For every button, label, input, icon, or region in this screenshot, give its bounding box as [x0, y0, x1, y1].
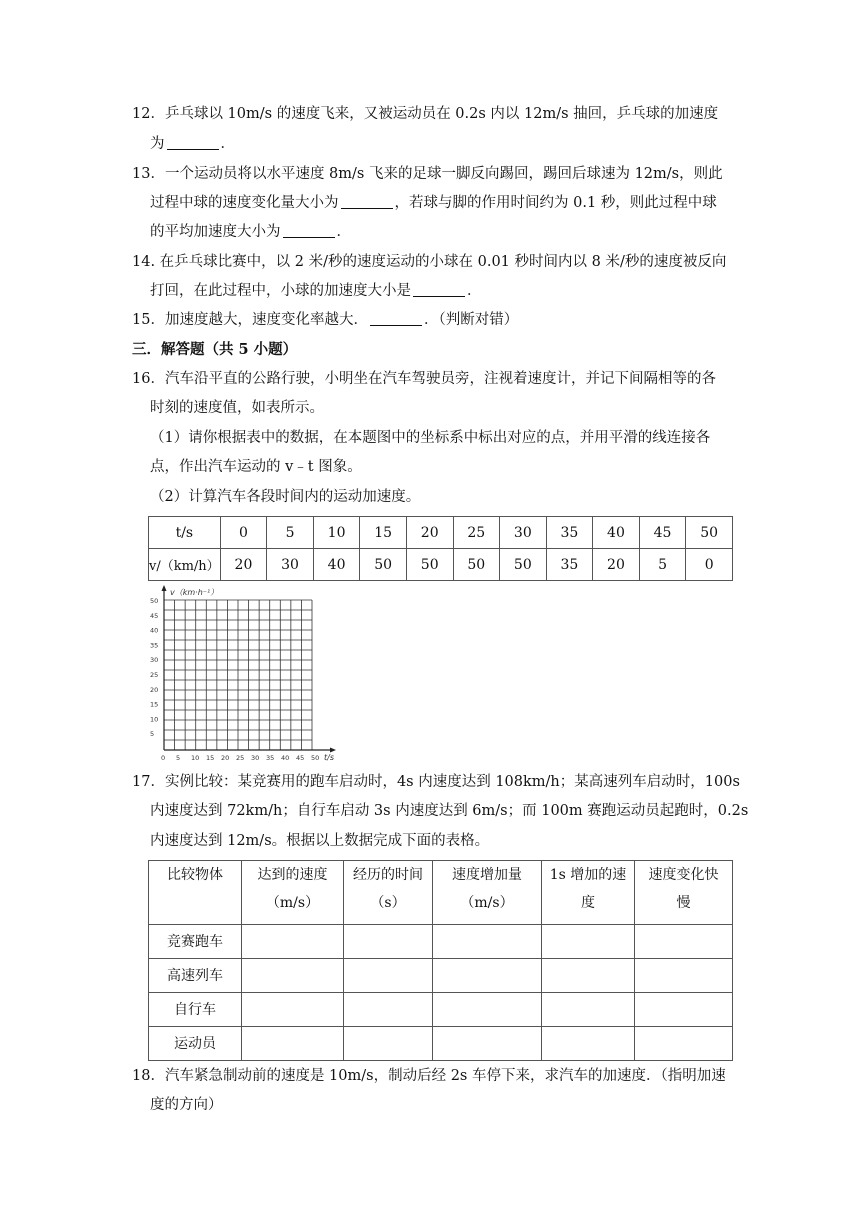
table-cell: 20	[593, 549, 640, 581]
answer-cell[interactable]	[242, 959, 344, 993]
q17-line2: 内速度达到 72km/h；自行车启动 3s 内速度达到 6m/s；而 100m 赛跑运动员起跑时，0.2s	[150, 803, 749, 819]
q16-sub2: （2）计算汽车各段时间内的运动加速度。	[150, 489, 421, 505]
q13-line1: 13．一个运动员将以水平速度 8m/s 飞来的足球一脚反向踢回，踢回后球速为 12m/s，则此	[132, 166, 723, 182]
row-label-cell: 运动员	[149, 1027, 242, 1061]
answer-cell[interactable]	[433, 1027, 542, 1061]
table-cell: 15	[360, 517, 407, 549]
table-row	[149, 549, 733, 581]
answer-cell[interactable]	[344, 959, 433, 993]
answer-cell[interactable]	[433, 993, 542, 1027]
q15-line1: 15．加速度越大，速度变化率越大． ．（判断对错）	[132, 312, 519, 328]
q16-line1: 16．汽车沿平直的公路行驶，小明坐在汽车驾驶员旁，注视着速度计，并记下间隔相等的各	[132, 371, 716, 387]
header-cell: 速度变化快 慢	[635, 861, 733, 925]
y-tick-label: 50	[150, 597, 159, 605]
q17-number: 17．	[132, 774, 165, 790]
x-tick-label: 10	[191, 754, 200, 762]
answer-blank[interactable]	[341, 194, 393, 209]
x-tick-label: 45	[296, 754, 305, 762]
x-tick-label: 0	[161, 754, 166, 762]
answer-blank[interactable]	[413, 282, 465, 297]
table-cell: 0	[686, 549, 733, 581]
table-row	[149, 861, 733, 925]
q18-number: 18．	[132, 1068, 165, 1084]
table-cell: 50	[453, 549, 500, 581]
x-tick-label: 50	[311, 754, 320, 762]
y-tick-label: 40	[150, 626, 159, 635]
y-tick-label: 20	[150, 685, 159, 694]
table-cell: 35	[546, 517, 593, 549]
q17-line1: 17．实例比较：某竞赛用的跑车启动时，4s 内速度达到 108km/h；某高速列车启动时，100s	[132, 774, 740, 790]
q13-line2: 过程中球的速度变化量大小为 ，若球与脚的作用时间约为 0.1 秒，则此过程中球	[150, 195, 717, 211]
graph-x-ticks	[161, 754, 319, 762]
q16-line2: 时刻的速度值，如表所示。	[150, 400, 324, 416]
table-row	[149, 993, 733, 1027]
q14-line2: 打回，在此过程中，小球的加速度大小是 ．	[150, 283, 482, 299]
q12-line1: 12．乒乓球以 10m/s 的速度飞来，又被运动员在 0.2s 内以 12m/s 抽回，乒乓球的加速度	[132, 106, 719, 122]
x-axis-arrow-icon	[330, 748, 336, 753]
answer-cell[interactable]	[242, 1027, 344, 1061]
table-cell: 50	[406, 549, 453, 581]
answer-cell[interactable]	[635, 993, 733, 1027]
table-cell: v/（km/h）	[149, 549, 221, 581]
table-cell: 50	[686, 517, 733, 549]
table-row	[149, 959, 733, 993]
section-heading: 三．解答题（共 5 小题）	[132, 341, 298, 358]
answer-cell[interactable]	[542, 959, 635, 993]
q16-number: 16．	[132, 371, 165, 387]
table-cell: 30	[500, 517, 547, 549]
q17-line3: 内速度达到 12m/s。根据以上数据完成下面的表格。	[150, 833, 490, 849]
table-cell: 10	[313, 517, 360, 549]
header-cell: 比较物体	[149, 861, 242, 925]
row-label-cell: 自行车	[149, 993, 242, 1027]
q15-number: 15．	[132, 312, 165, 328]
table-cell: 40	[593, 517, 640, 549]
graph-y-ticks	[150, 597, 158, 738]
q13-number: 13．	[132, 166, 165, 182]
table-cell: 40	[313, 549, 360, 581]
answer-blank[interactable]	[283, 223, 335, 238]
answer-cell[interactable]	[542, 1027, 635, 1061]
table-cell: 20	[220, 549, 267, 581]
q14-number: 14.	[132, 254, 156, 270]
q16-sub1-line2: 点，作出汽车运动的 v﹣t 图象。	[150, 459, 362, 475]
table-cell: 25	[453, 517, 500, 549]
table-cell: 0	[220, 517, 267, 549]
answer-cell[interactable]	[635, 925, 733, 959]
table-row	[149, 1027, 733, 1061]
table-cell: 45	[639, 517, 686, 549]
x-tick-label: 15	[206, 754, 215, 762]
answer-cell[interactable]	[542, 993, 635, 1027]
table-row	[149, 517, 733, 549]
table-cell: 20	[406, 517, 453, 549]
x-axis-label: t/s	[324, 753, 334, 762]
y-tick-label: 35	[150, 641, 159, 650]
y-tick-label: 30	[150, 656, 159, 665]
table-cell: 35	[546, 549, 593, 581]
comparison-table	[148, 860, 733, 1061]
answer-cell[interactable]	[542, 925, 635, 959]
table-cell: 5	[267, 517, 314, 549]
y-tick-label: 45	[150, 611, 159, 620]
q16-sub1-line1: （1）请你根据表中的数据，在本题图中的坐标系中标出对应的点，并用平滑的线连接各	[150, 430, 711, 446]
row-label-cell: 竞赛跑车	[149, 925, 242, 959]
header-cell: 1s 增加的速 度	[542, 861, 635, 925]
q12-line2: 为 ．	[150, 136, 235, 152]
y-tick-label: 5	[150, 730, 155, 739]
table-cell: 50	[500, 549, 547, 581]
answer-cell[interactable]	[344, 925, 433, 959]
velocity-time-table	[148, 516, 733, 581]
table-cell: 30	[267, 549, 314, 581]
table-row	[149, 925, 733, 959]
row-label-cell: 高速列车	[149, 959, 242, 993]
x-tick-label: 20	[221, 754, 230, 762]
table-cell: t/s	[149, 517, 221, 549]
q14-line1: 14. 在乒乓球比赛中，以 2 米/秒的速度运动的小球在 0.01 秒时间内以 8 米/秒的速度被反向	[132, 254, 727, 270]
header-cell: 经历的时间 （s）	[344, 861, 433, 925]
y-tick-label: 10	[150, 715, 159, 724]
graph-grid-lines	[164, 600, 312, 750]
table-cell: 5	[639, 549, 686, 581]
y-tick-label: 15	[150, 700, 159, 709]
q18-line2: 度的方向）	[150, 1097, 223, 1113]
y-axis-label: v（km·h⁻¹）	[170, 588, 219, 597]
table-cell: 50	[360, 549, 407, 581]
answer-cell[interactable]	[242, 925, 344, 959]
x-tick-label: 35	[266, 754, 275, 762]
q13-line3: 的平均加速度大小为 ．	[150, 224, 351, 240]
x-tick-label: 25	[236, 754, 245, 762]
x-tick-label: 40	[281, 754, 290, 762]
answer-cell[interactable]	[433, 959, 542, 993]
y-tick-label: 25	[150, 671, 159, 679]
vt-graph-grid	[148, 584, 340, 762]
header-cell: 速度增加量 （m/s）	[433, 861, 542, 925]
answer-cell[interactable]	[344, 1027, 433, 1061]
q18-line1: 18．汽车紧急制动前的速度是 10m/s，制动后经 2s 车停下来，求汽车的加速度．（指明加速	[132, 1068, 726, 1084]
answer-blank[interactable]	[167, 135, 219, 150]
answer-cell[interactable]	[635, 959, 733, 993]
answer-blank[interactable]	[370, 311, 422, 326]
x-tick-label: 5	[176, 754, 181, 762]
answer-cell[interactable]	[635, 1027, 733, 1061]
x-tick-label: 30	[251, 754, 260, 762]
answer-cell[interactable]	[433, 925, 542, 959]
header-cell: 达到的速度 （m/s）	[242, 861, 344, 925]
answer-cell[interactable]	[344, 993, 433, 1027]
y-axis-arrow-icon	[162, 585, 167, 591]
answer-cell[interactable]	[242, 993, 344, 1027]
q12-number: 12．	[132, 106, 165, 122]
